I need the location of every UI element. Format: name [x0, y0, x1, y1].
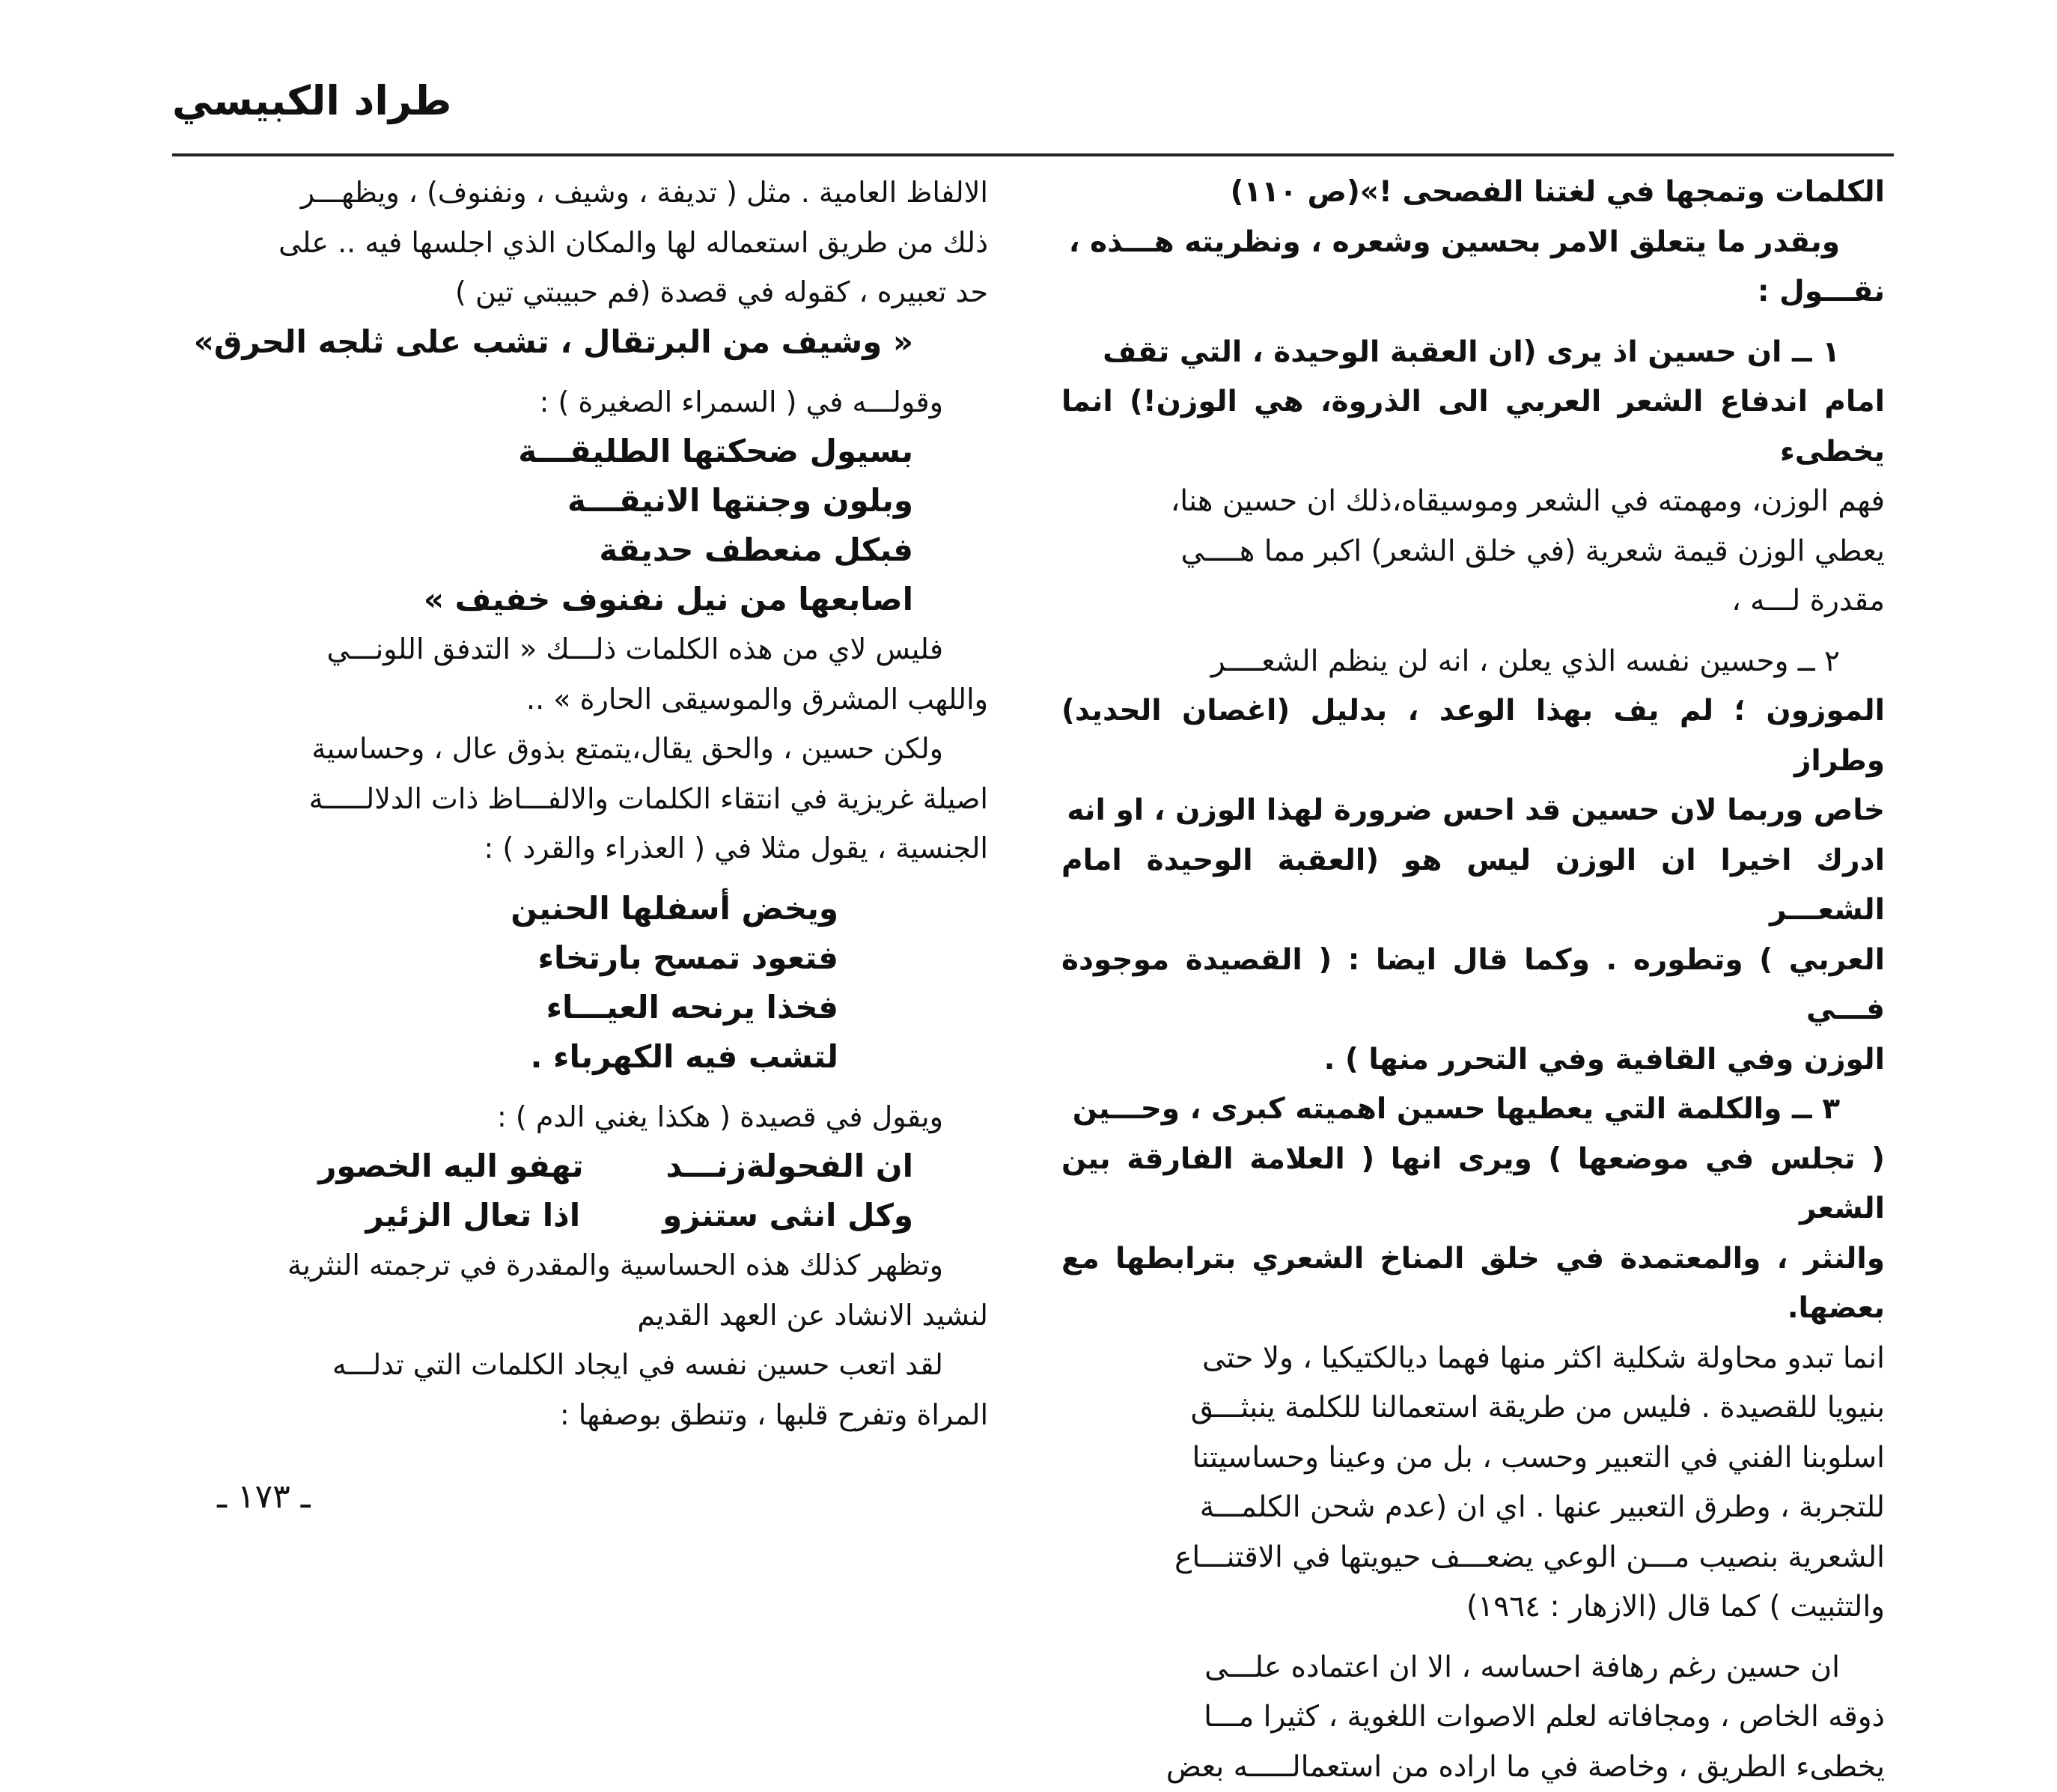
- header-rule: [172, 153, 1894, 156]
- text-line: والتثبيت ) كما قال (الازهار : ١٩٦٤): [1061, 1582, 1885, 1633]
- text-line: الالفاظ العامية . مثل ( تديفة ، وشيف ، ونفنوف) ، ويظهـــر: [180, 168, 988, 218]
- verse-hemistich: تهفو اليه الخصور: [318, 1142, 583, 1191]
- text-line: لقد اتعب حسين نفسه في ايجاد الكلمات التي تدلـــه: [180, 1340, 988, 1390]
- text-line: ٢ ــ وحسين نفسه الذي يعلن ، انه لن ينظم الشعــــر: [1061, 637, 1885, 687]
- text-line: الجنسية ، يقول مثلا في ( العذراء والقرد ) :: [180, 823, 988, 874]
- text-line: ذلك من طريق استعماله لها والمكان الذي اجلسها فيه .. على: [180, 218, 988, 268]
- text-line: نقـــول :: [1061, 267, 1885, 317]
- text-line: فهم الوزن، ومهمته في الشعر وموسيقاه،ذلك ان حسين هنا،: [1061, 477, 1885, 527]
- text-line: وقولـــه في ( السمراء الصغيرة ) :: [180, 377, 988, 427]
- page-number: ـ ١٧٣ ـ: [217, 1481, 311, 1514]
- poem-line: فخذا يرنحه العيـــاء: [180, 983, 988, 1032]
- verse-row: [180, 1142, 988, 1191]
- text-line: يعطي الوزن قيمة شعرية (في خلق الشعر) اكبر مما هــــي: [1061, 527, 1885, 577]
- left-column: [180, 168, 988, 1439]
- text-line: الوزن وفي القافية وفي التحرر منها ) .: [1061, 1035, 1885, 1085]
- text-line: مقدرة لـــه ،: [1061, 576, 1885, 627]
- text-line: اصيلة غريزية في انتقاء الكلمات والالفـــاظ ذات الدلالـــــة: [180, 774, 988, 824]
- poem-line: فتعود تمسح بارتخاء: [180, 933, 988, 983]
- verse-hemistich: ان الفحولةزنـــد: [666, 1142, 913, 1191]
- text-line: الموزون ؛ لم يف بهذا الوعد ، بدليل (اغصان الحديد) وطراز: [1061, 686, 1885, 786]
- text-line: لنشيد الانشاد عن العهد القديم: [180, 1290, 988, 1341]
- quoted-verse: « وشيف من البرتقال ، تشب على ثلجه الحرق»: [180, 317, 988, 367]
- running-header-author: طراد الكبيسي: [172, 81, 451, 121]
- text-line: للتجربة ، وطرق التعبير عنها . اي ان (عدم شحن الكلمـــة: [1061, 1483, 1885, 1533]
- right-column: [1061, 168, 1885, 1792]
- text-line: وبقدر ما يتعلق الامر بحسين وشعره ، ونظريته هـــذه ،: [1061, 218, 1885, 268]
- text-line: ولكن حسين ، والحق يقال،يتمتع بذوق عال ، وحساسية: [180, 724, 988, 774]
- text-line: الشعرية بنصيب مـــن الوعي يضعـــف حيويتها في الاقتنـــاع: [1061, 1533, 1885, 1583]
- text-line: امام اندفاع الشعر العربي الى الذروة، هي الوزن!) انما يخطىء: [1061, 377, 1885, 477]
- text-line: واللهب المشرق والموسيقى الحارة » ..: [180, 674, 988, 725]
- poem-line: لتشب فيه الكهرباء .: [180, 1032, 988, 1082]
- text-line: ٣ ــ والكلمة التي يعطيها حسين اهميته كبرى ، وحـــين: [1061, 1085, 1885, 1135]
- verse-hemistich: اذا تعال الزئير: [365, 1191, 580, 1240]
- text-line: انما تبدو محاولة شكلية اكثر منها فهما ديالكتيكيا ، ولا حتى: [1061, 1334, 1885, 1384]
- text-line: ( تجلس في موضعها ) ويرى انها ( العلامة الفارقة بين الشعر: [1061, 1135, 1885, 1234]
- text-line: يخطىء الطريق ، وخاصة في ما اراده من استعمالـــــه بعض: [1061, 1743, 1885, 1792]
- text-line: المراة وتفرح قلبها ، وتنطق بوصفها :: [180, 1390, 988, 1440]
- text-line: الكلمات وتمجها في لغتنا الفصحى !»(ص ١١٠): [1061, 168, 1885, 218]
- text-line: العربي ) وتطوره . وكما قال ايضا : ( القصيدة موجودة فـــي: [1061, 936, 1885, 1035]
- poem-line: اصابعها من نيل نفنوف خفيف »: [180, 575, 988, 624]
- text-line: ذوقه الخاص ، ومجافاته لعلم الاصوات اللغوية ، كثيرا مـــا: [1061, 1692, 1885, 1743]
- text-line: وتظهر كذلك هذه الحساسية والمقدرة في ترجمته النثرية: [180, 1240, 988, 1290]
- text-line: ان حسين رغم رهافة احساسه ، الا ان اعتماده علـــى: [1061, 1643, 1885, 1693]
- text-line: ادرك اخيرا ان الوزن ليس هو (العقبة الوحيدة امام الشعـــر: [1061, 836, 1885, 936]
- text-line: ١ ــ ان حسين اذ يرى (ان العقبة الوحيدة ، التي تقف: [1061, 328, 1885, 378]
- poem-line: ويخض أسفلها الحنين: [180, 884, 988, 933]
- verse-row: [180, 1191, 988, 1240]
- verse-hemistich: وكل انثى ستنزو: [662, 1191, 913, 1240]
- poem-line: فبكل منعطف حديقة: [180, 525, 988, 575]
- poem-line: وبلون وجنتها الانيقـــة: [180, 476, 988, 525]
- text-line: اسلوبنا الفني في التعبير وحسب ، بل من وعينا وحساسيتنا: [1061, 1433, 1885, 1484]
- text-line: خاص وربما لان حسين قد احس ضرورة لهذا الوزن ، او انه: [1061, 786, 1885, 836]
- text-line: حد تعبيره ، كقوله في قصدة (فم حبيبتي تين ): [180, 267, 988, 317]
- text-line: ويقول في قصيدة ( هكذا يغني الدم ) :: [180, 1092, 988, 1142]
- text-line: فليس لاي من هذه الكلمات ذلـــك « التدفق اللونـــي: [180, 624, 988, 674]
- poem-line: بسيول ضحكتها الطليقـــة: [180, 427, 988, 476]
- text-line: والنثر ، والمعتمدة في خلق المناخ الشعري بترابطها مع بعضها.: [1061, 1234, 1885, 1334]
- text-line: بنيويا للقصيدة . فليس من طريقة استعمالنا للكلمة ينبثـــق: [1061, 1383, 1885, 1433]
